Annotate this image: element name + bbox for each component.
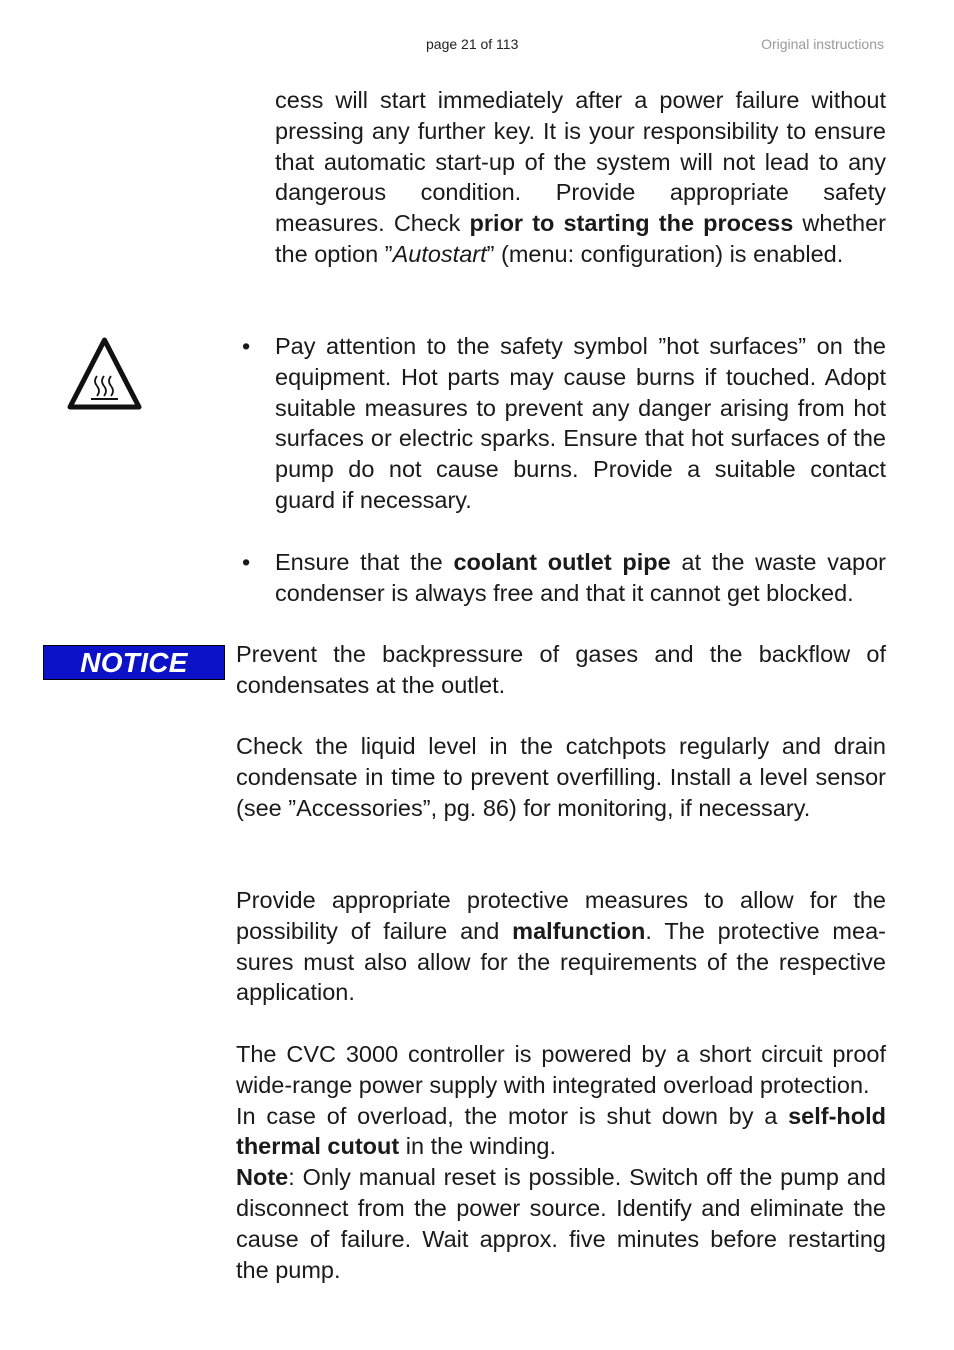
autostart-paragraph [275, 85, 886, 270]
notice-paragraph-2 [236, 731, 886, 823]
document-label: Original instructions [761, 36, 884, 52]
hot-surfaces-text: Pay attention to the safety symbol ”hot surfaces” on the equipment. Hot parts may cause burns if touched. Adopt suitable measures to prevent any danger arising from hot surfaces or electric sparks. Ensure that hot surfaces of the pump do not cause burns. Provide a suitable contact guard if necessary. [275, 333, 886, 513]
notice-p5-text-1: In case of overload, the motor is shut down by a [236, 1102, 789, 1129]
notice-note-label: Note [236, 1164, 289, 1191]
notice-p2-text: Check the liquid level in the catchpots regularly and drain condensate in time to prevent overfilling. Install a level sensor (see ”Accessories”, pg. 86) for monitoring, if necessary. [236, 733, 886, 821]
autostart-text-1: cess will start immediately after a power failure without pressing any further key. It is your responsibility to ensure that automatic start-up of the system will not lead to any dangerous condition. Provide appropriate safety measures. Check [275, 87, 886, 237]
page-number: page 21 of 113 [426, 36, 519, 52]
notice-label: NOTICE [43, 645, 225, 680]
coolant-bold: coolant outlet pipe [453, 549, 671, 575]
coolant-text-2: at the waste vapor condenser is always free and that it cannot get blocked. [275, 549, 886, 606]
hot-surface-warning-icon [67, 336, 142, 412]
notice-p3-bold: malfunction [512, 917, 646, 944]
autostart-italic: Autostart [392, 240, 487, 267]
bullet-marker: • [242, 549, 251, 575]
autostart-bold: prior to starting the process [469, 210, 794, 237]
notice-p5-bold: self-hold thermal cutout [236, 1102, 886, 1160]
autostart-text-3: ” (menu: configuration) is enabled. [486, 240, 844, 267]
notice-p5-text-2: in the winding. [399, 1133, 556, 1160]
notice-p3-text-1: Provide appropriate protective measures to allow for the possibility of failure and [236, 887, 886, 944]
notice-p3-text-2: . The protective measures must also allow for the requirements of the respective application. [236, 917, 886, 1006]
notice-paragraph-3 [236, 885, 886, 1008]
notice-p1-text: Prevent the backpressure of gases and the backflow of condensates at the outlet. [236, 641, 886, 698]
notice-paragraph-1 [236, 639, 886, 701]
bullet-marker: • [242, 333, 251, 359]
coolant-text-1: Ensure that the [275, 549, 454, 575]
notice-note-text: : Only manual reset is possible. Switch off the pump and disconnect from the power source. Identify and eliminate the cause of failure. Wait approx. five minutes before restarting the pump. [236, 1164, 886, 1283]
autostart-text-2: whether the option ” [275, 210, 886, 267]
coolant-list-item [242, 547, 886, 609]
notice-p4-text: The CVC 3000 controller is powered by a short circuit proof wide-range power supply with integrated overload protection. [236, 1041, 886, 1098]
hot-surfaces-list-item [242, 331, 886, 516]
notice-paragraph-4 [236, 1039, 886, 1285]
